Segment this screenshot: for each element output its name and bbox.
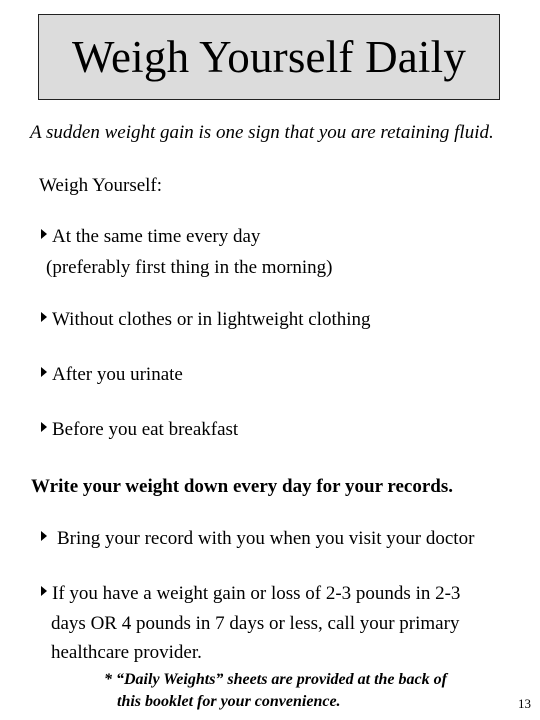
footnote-line: this booklet for your convenience.	[117, 693, 341, 710]
bullet-subtext: (preferably first thing in the morning)	[46, 257, 333, 278]
bullet-item	[41, 415, 238, 445]
bullet-text: Before you eat breakfast	[52, 419, 239, 440]
bullet-text: If you have a weight gain or loss of 2-3 pounds in 2-3	[52, 583, 461, 604]
bullet-arrow-icon	[41, 531, 47, 541]
bullet-subtext: healthcare provider.	[51, 642, 202, 663]
bullet-item	[41, 222, 260, 252]
intro-text: A sudden weight gain is one sign that you are retaining fluid.	[30, 122, 494, 143]
bullet-item	[41, 305, 371, 335]
bullet-arrow-icon	[41, 367, 47, 377]
weigh-yourself-label: Weigh Yourself:	[39, 175, 163, 196]
bullet-text: After you urinate	[52, 364, 183, 385]
bullet-item	[41, 360, 183, 390]
page-number: 13	[518, 696, 531, 711]
bullet-subtext: days OR 4 pounds in 7 days or less, call your primary	[51, 613, 460, 634]
footnote-line: * “Daily Weights” sheets are provided at the back of	[104, 671, 447, 688]
bullet-arrow-icon	[41, 586, 47, 596]
record-heading: Write your weight down every day for your records.	[31, 476, 454, 497]
title-box	[38, 14, 500, 100]
bullet-text: Without clothes or in lightweight clothing	[52, 309, 371, 330]
bullet-text: Bring your record with you when you visit your doctor	[57, 528, 475, 549]
bullet-item	[41, 579, 460, 609]
bullet-arrow-icon	[41, 312, 47, 322]
bullet-arrow-icon	[41, 422, 47, 432]
bullet-text: At the same time every day	[52, 226, 261, 247]
bullet-item	[41, 524, 474, 554]
bullet-arrow-icon	[41, 229, 47, 239]
page-title: Weigh Yourself Daily	[71, 31, 467, 82]
